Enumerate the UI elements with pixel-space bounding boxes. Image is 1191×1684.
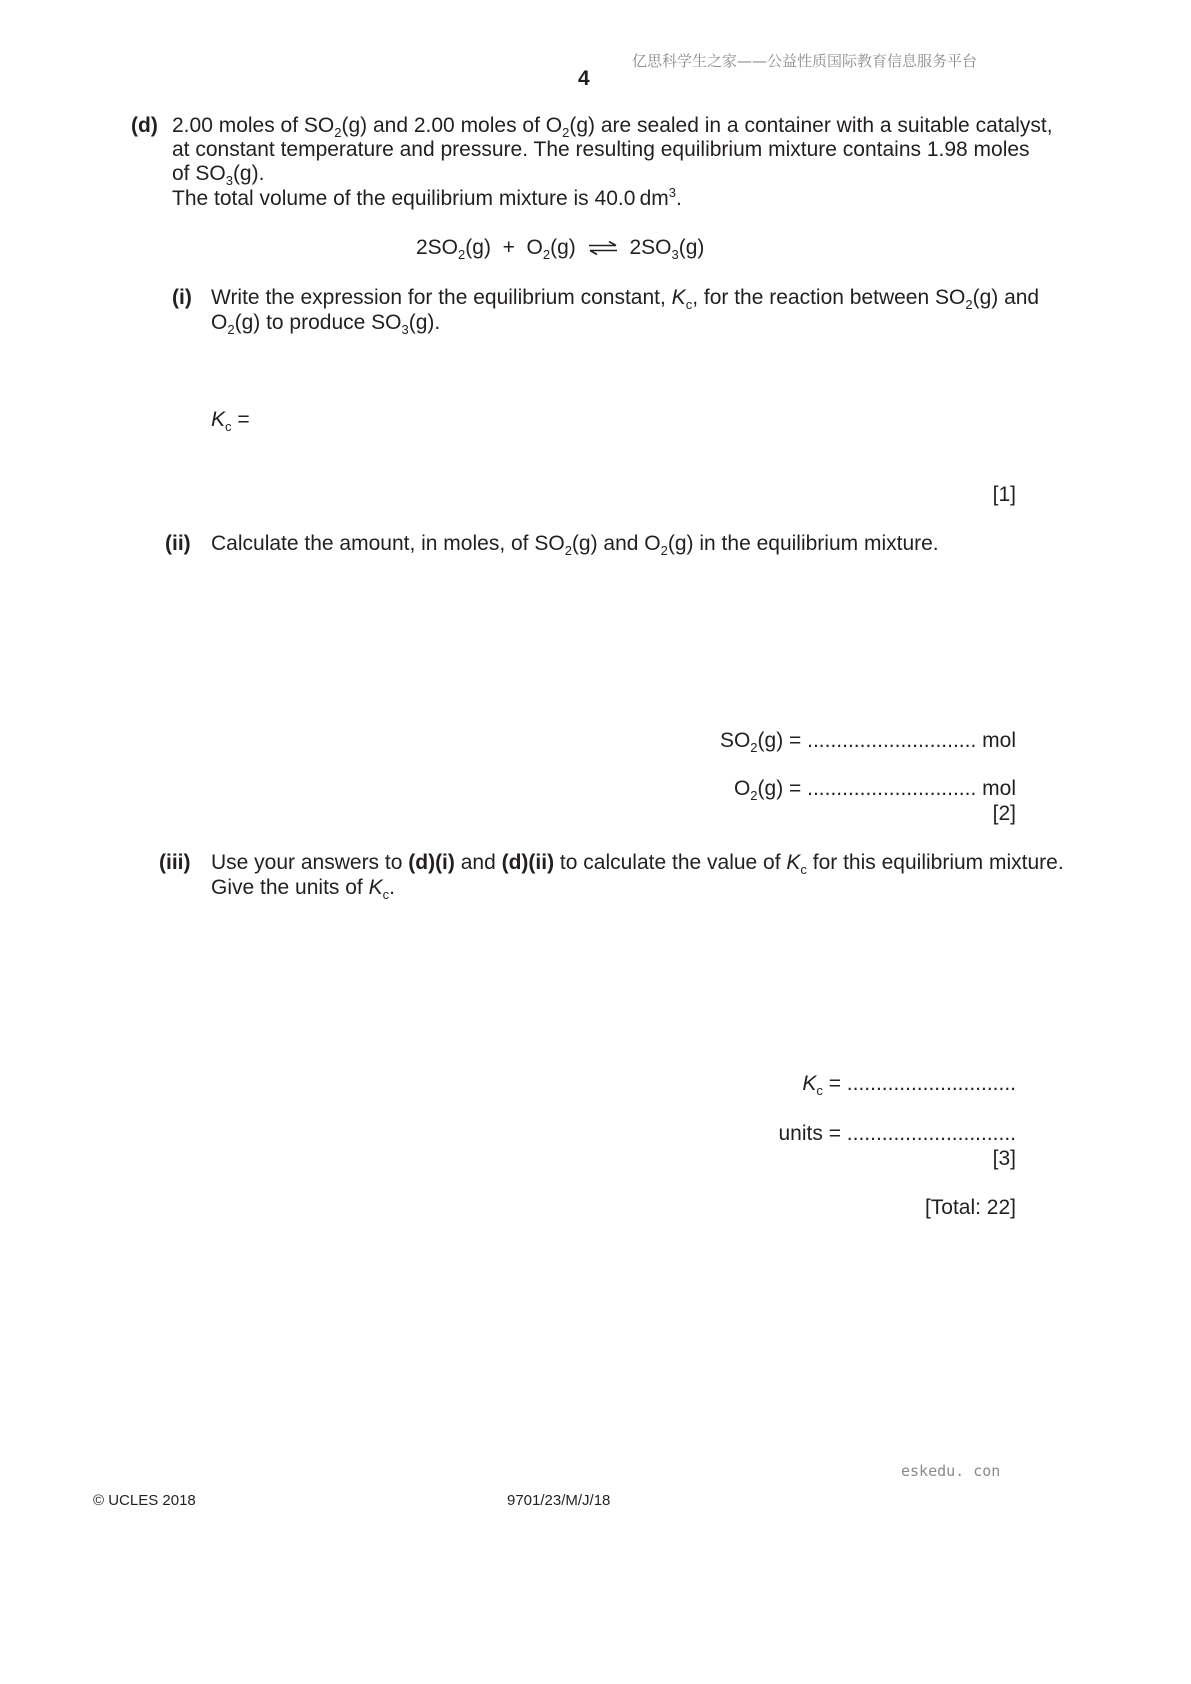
kc-expression-label: $K_c$ = xyxy=(211,408,250,434)
part-d-line-2: at constant temperature and pressure. The resulting equilibrium mixture contains 1.98 moles xyxy=(172,138,1030,161)
part-iii-marks: [3] xyxy=(992,1147,1016,1170)
units-answer-line[interactable]: units = ............................. xyxy=(778,1122,1016,1145)
total-marks: [Total: 22] xyxy=(924,1196,1016,1219)
part-ii-marks: [2] xyxy=(992,802,1016,825)
part-iii-line-2: Give the units of $K_c$. xyxy=(211,876,395,902)
o2-answer-line[interactable]: $O_2(g)$ = ............................. mol xyxy=(733,777,1016,803)
page-number: 4 xyxy=(578,67,590,90)
footer-copyright: © UCLES 2018 xyxy=(93,1492,196,1509)
part-i-marks: [1] xyxy=(992,483,1016,506)
watermark-bottom: eskedu. con xyxy=(901,1462,1001,1480)
so2-answer-line[interactable]: $SO_2(g)$ = ............................. mol xyxy=(719,729,1016,755)
part-d-line-3: of $SO_3(g)$. xyxy=(172,162,265,188)
footer-paper-code: 9701/23/M/J/18 xyxy=(507,1492,611,1509)
part-ii-line-1: Calculate the amount, in moles, of $SO_2(g)$ and $O_2(g)$ in the equilibrium mixture. xyxy=(211,532,939,558)
part-d-line-1: 2.00 moles of $SO_2(g)$ and 2.00 moles of $O_2(g)$ are sealed in a container with a suitable catalyst, xyxy=(172,114,1053,140)
part-d-label: (d) xyxy=(131,114,158,137)
part-i-label: (i) xyxy=(172,286,192,309)
part-i-line-1: Write the expression for the equilibrium constant, $K_c$, for the reaction between $SO_2(g)$ and xyxy=(211,286,1040,312)
part-iii-line-1: Use your answers to (d)(i) and (d)(ii) to calculate the value of $K_c$ for this equilibrium mixture. xyxy=(211,851,1064,877)
kc-answer-line[interactable]: $K_c$ = ............................. xyxy=(802,1072,1016,1098)
part-ii-label: (ii) xyxy=(165,532,191,555)
reaction-equation: $2SO_2(g) + O_2(g)$ $2SO_3(g)$ xyxy=(416,236,705,262)
part-iii-label: (iii) xyxy=(159,851,191,874)
equilibrium-arrow-icon xyxy=(588,241,618,255)
part-d-line-4: The total volume of the equilibrium mixture is 40.0 $dm^3$. xyxy=(172,185,682,210)
watermark-top: 亿思科学生之家——公益性质国际教育信息服务平台 xyxy=(632,52,978,70)
part-i-line-2: $O_2(g)$ to produce $SO_3(g)$. xyxy=(211,311,441,337)
